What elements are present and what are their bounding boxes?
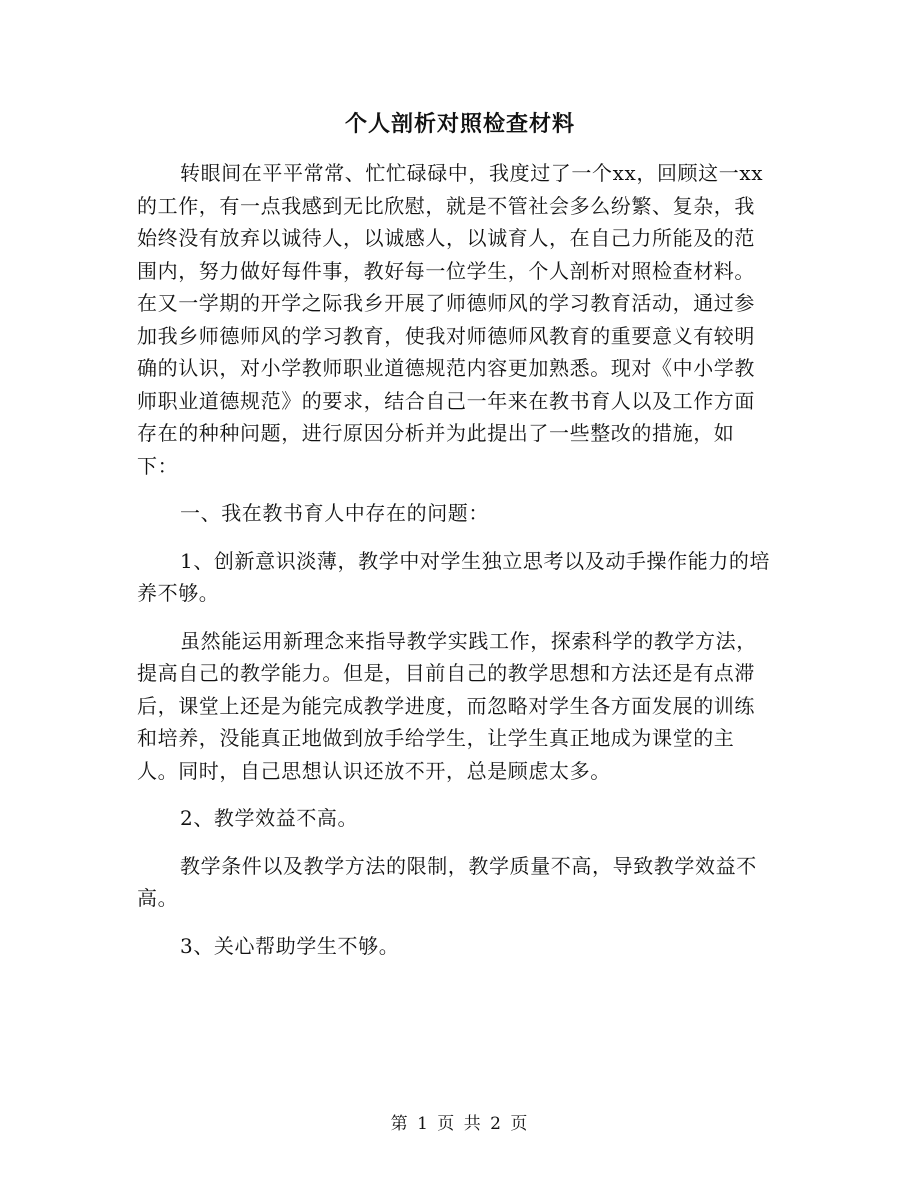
- paragraph-line: 下：: [137, 453, 179, 478]
- paragraph-line: 围内，努力做好每件事，教好每一位学生，个人剖析对照检查材料。: [137, 258, 755, 283]
- page-title: 个人剖析对照检查材料: [344, 111, 575, 137]
- paragraph-line: 始终没有放弃以诚待人，以诚感人，以诚育人，在自己力所能及的范: [137, 226, 755, 250]
- paragraph-line: 确的认识，对小学教师职业道德规范内容更加熟悉。现对《中小学教: [137, 356, 755, 380]
- paragraph-line: 的工作，有一点我感到无比欣慰，就是不管社会多么纷繁、复杂，我: [137, 193, 755, 218]
- item-heading: 2、教学效益不高。: [180, 806, 359, 830]
- page-number: 第 1 页 共 2 页: [390, 1114, 530, 1134]
- paragraph-line: 存在的种种问题，进行原因分析并为此提出了一些整改的措施，如: [137, 421, 735, 445]
- paragraph-line: 加我乡师德师风的学习教育，使我对师德师风教育的重要意义有较明: [137, 323, 755, 348]
- paragraph-line: 和培养，没能真正地做到放手给学生，让学生真正地成为课堂的主: [137, 726, 735, 750]
- paragraph-line: 人。同时，自己思想认识还放不开，总是顾虑太多。: [137, 758, 611, 783]
- paragraph-line: 师职业道德规范》的要求，结合自己一年来在教书育人以及工作方面: [137, 388, 755, 413]
- paragraph-line: 高。: [137, 886, 179, 910]
- paragraph-line: 转眼间在平平常常、忙忙碌碌中，我度过了一个xx，回顾这一xx: [180, 161, 764, 185]
- item-heading: 养不够。: [137, 581, 220, 605]
- item-heading: 1、创新意识淡薄，教学中对学生独立思考以及动手操作能力的培: [180, 548, 771, 573]
- section-heading: 一、我在教书育人中存在的问题：: [180, 501, 489, 525]
- paragraph-line: 提高自己的教学能力。但是，目前自己的教学思想和方法还是有点滞: [137, 661, 755, 685]
- paragraph-line: 教学条件以及教学方法的限制，教学质量不高，导致教学效益不: [180, 853, 757, 878]
- paragraph-line: 后，课堂上还是为能完成教学进度，而忽略对学生各方面发展的训练: [137, 693, 755, 718]
- paragraph-line: 虽然能运用新理念来指导教学实践工作，探索科学的教学方法，: [180, 628, 757, 653]
- item-heading: 3、关心帮助学生不够。: [180, 933, 400, 958]
- document-body: [137, 157, 783, 962]
- paragraph-line: 在又一学期的开学之际我乡开展了师德师风的学习教育活动，通过参: [137, 291, 755, 315]
